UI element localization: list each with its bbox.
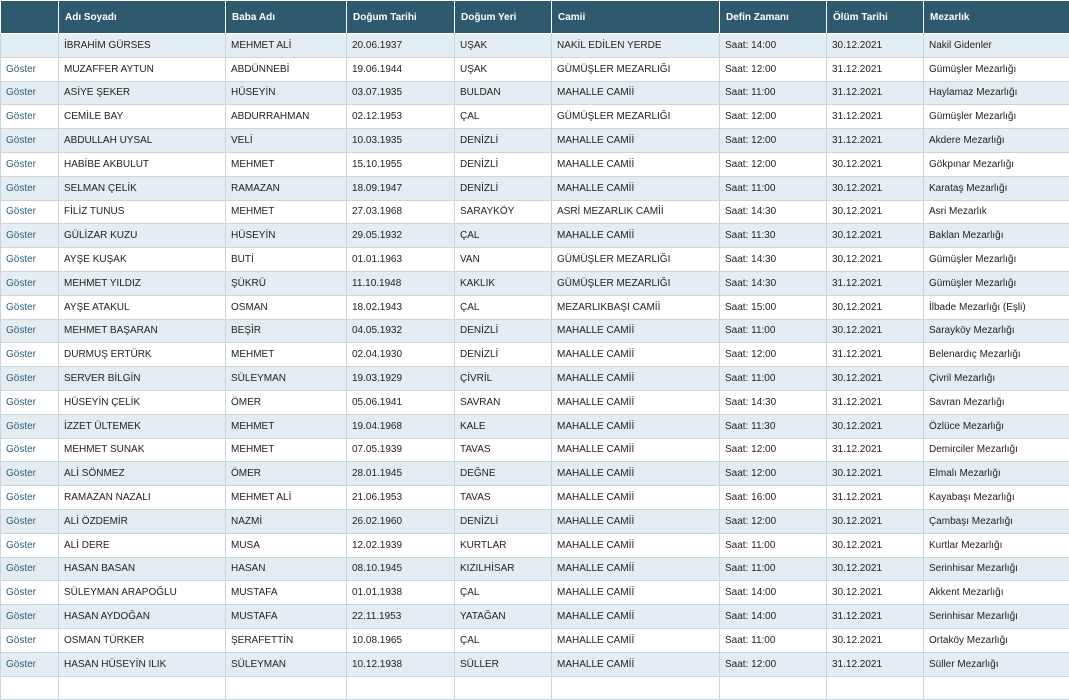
- cell-mosque: MEZARLIKBAŞI CAMİİ: [552, 295, 720, 319]
- cell-father-name: RAMAZAN: [226, 176, 347, 200]
- table-row: [1, 462, 1069, 486]
- cell-mosque: MAHALLE CAMİİ: [552, 581, 720, 605]
- cell-birth-place: DENİZLİ: [455, 319, 552, 343]
- cell-birth-date: 15.10.1955: [347, 152, 455, 176]
- table-row: [1, 248, 1069, 272]
- cell-birth-date: 03.07.1935: [347, 81, 455, 105]
- cell-birth-date: 18.09.1947: [347, 176, 455, 200]
- cell-birth-date: 18.02.1943: [347, 295, 455, 319]
- cell-cemetery: Kayabaşı Mezarlığı: [924, 486, 1069, 510]
- cell-burial-time: Saat: 14:00: [720, 34, 827, 58]
- cell-birth-place: TAVAS: [455, 486, 552, 510]
- show-link[interactable]: Göster: [1, 319, 59, 343]
- table-body: [1, 34, 1069, 700]
- cell-burial-time: Saat: 12:00: [720, 343, 827, 367]
- cell-name: SERVER BİLGİN: [59, 367, 226, 391]
- column-header-action: [1, 1, 59, 34]
- table-row: [1, 319, 1069, 343]
- cell-death-date: 30.12.2021: [827, 224, 924, 248]
- cell-death-date: 31.12.2021: [827, 343, 924, 367]
- cell-death-date: 31.12.2021: [827, 390, 924, 414]
- cell-mosque: MAHALLE CAMİİ: [552, 414, 720, 438]
- cell-birth-date: 19.06.1944: [347, 57, 455, 81]
- cell-death-date: 30.12.2021: [827, 557, 924, 581]
- cell-death-date: 30.12.2021: [827, 34, 924, 58]
- cell-mosque: MAHALLE CAMİİ: [552, 367, 720, 391]
- cell-name: HASAN BASAN: [59, 557, 226, 581]
- cell-cemetery: Nakil Gidenler: [924, 34, 1069, 58]
- cell-mosque: GÜMÜŞLER MEZARLIĞI: [552, 57, 720, 81]
- cell-father-name: MUSTAFA: [226, 581, 347, 605]
- table-row: [1, 81, 1069, 105]
- cell-name: SÜLEYMAN ARAPOĞLU: [59, 581, 226, 605]
- cell-birth-place: DENİZLİ: [455, 509, 552, 533]
- cell-burial-time: Saat: 11:30: [720, 414, 827, 438]
- cell-birth-place: ÇAL: [455, 224, 552, 248]
- cell-cemetery: Karataş Mezarlığı: [924, 176, 1069, 200]
- cell-burial-time: Saat: 12:00: [720, 57, 827, 81]
- table-row: [1, 628, 1069, 652]
- cell-death-date: 31.12.2021: [827, 57, 924, 81]
- table-row: [1, 652, 1069, 676]
- cell-birth-date: 28.01.1945: [347, 462, 455, 486]
- cell-cemetery: Gümüşler Mezarlığı: [924, 105, 1069, 129]
- show-link[interactable]: Göster: [1, 486, 59, 510]
- cell-mosque: MAHALLE CAMİİ: [552, 628, 720, 652]
- cell-death-date: 30.12.2021: [827, 581, 924, 605]
- cell-father-name: MEHMET ALİ: [226, 34, 347, 58]
- cell-birth-date: 01.01.1938: [347, 581, 455, 605]
- cell-father-name: BEŞİR: [226, 319, 347, 343]
- cell-birth-place: ÇAL: [455, 628, 552, 652]
- cell-father-name: HÜSEYİN: [226, 81, 347, 105]
- cell-death-date: 31.12.2021: [827, 652, 924, 676]
- cell-burial-time: Saat: 11:00: [720, 557, 827, 581]
- cell-death-date: 30.12.2021: [827, 319, 924, 343]
- show-link[interactable]: Göster: [1, 533, 59, 557]
- cell-name: FİLİZ TUNUS: [59, 200, 226, 224]
- cell-cemetery: Çambaşı Mezarlığı: [924, 509, 1069, 533]
- show-link[interactable]: Göster: [1, 652, 59, 676]
- cell-birth-place: KURTLAR: [455, 533, 552, 557]
- cell-cemetery: Serinhisar Mezarlığı: [924, 605, 1069, 629]
- table-row: [1, 486, 1069, 510]
- cell-death-date: 30.12.2021: [827, 414, 924, 438]
- cell-father-name: SÜLEYMAN: [226, 367, 347, 391]
- cell-mosque: MAHALLE CAMİİ: [552, 390, 720, 414]
- cell-death-date: 30.12.2021: [827, 295, 924, 319]
- table-row: [1, 176, 1069, 200]
- cell-death-date: 31.12.2021: [827, 81, 924, 105]
- table-header-row: [1, 1, 1069, 34]
- show-link[interactable]: Göster: [1, 295, 59, 319]
- show-link[interactable]: Göster: [1, 81, 59, 105]
- cell-name: ASİYE ŞEKER: [59, 81, 226, 105]
- show-link[interactable]: Göster: [1, 438, 59, 462]
- show-link[interactable]: Göster: [1, 152, 59, 176]
- cell-father-name: MEHMET ALİ: [226, 486, 347, 510]
- cell-death-date: 31.12.2021: [827, 129, 924, 153]
- cell-father-name: NAZMİ: [226, 509, 347, 533]
- table-row: [1, 438, 1069, 462]
- cell-death-date: 30.12.2021: [827, 176, 924, 200]
- cell-birth-place: ÇİVRİL: [455, 367, 552, 391]
- column-header-birth-date[interactable]: Doğum Tarihi: [347, 1, 455, 34]
- cell-birth-date: 10.08.1965: [347, 628, 455, 652]
- cell-father-name: ŞÜKRÜ: [226, 271, 347, 295]
- cell-name: MEHMET YILDIZ: [59, 271, 226, 295]
- cell-mosque: MAHALLE CAMİİ: [552, 605, 720, 629]
- cell-birth-date: 12.02.1939: [347, 533, 455, 557]
- cell-birth-date: 19.03.1929: [347, 367, 455, 391]
- cell-birth-place: YATAĞAN: [455, 605, 552, 629]
- cell-cemetery: Özlüce Mezarlığı: [924, 414, 1069, 438]
- cell-cemetery: Savran Mezarlığı: [924, 390, 1069, 414]
- cell-cemetery: Serinhisar Mezarlığı: [924, 557, 1069, 581]
- cell-father-name: VELİ: [226, 129, 347, 153]
- cell-burial-time: Saat: 14:00: [720, 581, 827, 605]
- cell-birth-date: 08.10.1945: [347, 557, 455, 581]
- cell-birth-place: DENİZLİ: [455, 129, 552, 153]
- cell-burial-time: Saat: 12:00: [720, 462, 827, 486]
- show-link[interactable]: Göster: [1, 105, 59, 129]
- cell-birth-date: 11.10.1948: [347, 271, 455, 295]
- cell-mosque: MAHALLE CAMİİ: [552, 557, 720, 581]
- cell-birth-place: KALE: [455, 414, 552, 438]
- table-row: [1, 271, 1069, 295]
- cell-father-name: MEHMET: [226, 343, 347, 367]
- cell-name: HABİBE AKBULUT: [59, 152, 226, 176]
- cell-burial-time: Saat: 11:00: [720, 176, 827, 200]
- cell-mosque: MAHALLE CAMİİ: [552, 152, 720, 176]
- cell-birth-place: ÇAL: [455, 581, 552, 605]
- cell-birth-place: BULDAN: [455, 81, 552, 105]
- table-row: [1, 605, 1069, 629]
- cell-cemetery: Sarayköy Mezarlığı: [924, 319, 1069, 343]
- cell-birth-place: KIZILHİSAR: [455, 557, 552, 581]
- cell-birth-place: KAKLIK: [455, 271, 552, 295]
- column-header-death-date[interactable]: Ölüm Tarihi: [827, 1, 924, 34]
- cell-birth-place: TAVAS: [455, 438, 552, 462]
- cell-father-name: HASAN: [226, 557, 347, 581]
- show-link[interactable]: Göster: [1, 367, 59, 391]
- cell-cemetery: Çivril Mezarlığı: [924, 367, 1069, 391]
- cell-birth-date: 27.03.1968: [347, 200, 455, 224]
- cell-name: HASAN AYDOĞAN: [59, 605, 226, 629]
- cell-mosque: MAHALLE CAMİİ: [552, 343, 720, 367]
- cell-birth-date: 21.06.1953: [347, 486, 455, 510]
- table-row: [1, 414, 1069, 438]
- table-row: [1, 367, 1069, 391]
- cell-name: RAMAZAN NAZALI: [59, 486, 226, 510]
- cell-cemetery: Akkent Mezarlığı: [924, 581, 1069, 605]
- cell-name: AYŞE ATAKUL: [59, 295, 226, 319]
- cell-father-name: ÖMER: [226, 462, 347, 486]
- show-link[interactable]: Göster: [1, 390, 59, 414]
- table-row: [1, 224, 1069, 248]
- cell-burial-time: Saat: 15:00: [720, 295, 827, 319]
- cell-cemetery: Ortaköy Mezarlığı: [924, 628, 1069, 652]
- cell-birth-date: 10.12.1938: [347, 652, 455, 676]
- cell-cemetery: İlbade Mezarlığı (Eşli): [924, 295, 1069, 319]
- cell-cemetery: Süller Mezarlığı: [924, 652, 1069, 676]
- cell-mosque: MAHALLE CAMİİ: [552, 486, 720, 510]
- cell-cemetery: Kurtlar Mezarlığı: [924, 533, 1069, 557]
- cell-mosque: MAHALLE CAMİİ: [552, 224, 720, 248]
- cell-mosque: ASRİ MEZARLIK CAMİİ: [552, 200, 720, 224]
- show-link[interactable]: Göster: [1, 414, 59, 438]
- cell-father-name: MUSA: [226, 533, 347, 557]
- cell-birth-place: SARAYKÖY: [455, 200, 552, 224]
- cell-burial-time: Saat: 11:00: [720, 319, 827, 343]
- cell-burial-time: Saat: 11:00: [720, 533, 827, 557]
- show-link[interactable]: Göster: [1, 129, 59, 153]
- column-header-birth-place[interactable]: Doğum Yeri: [455, 1, 552, 34]
- cell-mosque: MAHALLE CAMİİ: [552, 176, 720, 200]
- cell-mosque: MAHALLE CAMİİ: [552, 509, 720, 533]
- show-link: [1, 34, 59, 58]
- cell-birth-place: UŞAK: [455, 34, 552, 58]
- table-row: [1, 105, 1069, 129]
- cell-burial-time: Saat: 11:00: [720, 628, 827, 652]
- cell-birth-date: 20.06.1937: [347, 34, 455, 58]
- cell-mosque: GÜMÜŞLER MEZARLIĞI: [552, 248, 720, 272]
- column-header-mosque[interactable]: Camii: [552, 1, 720, 34]
- show-link[interactable]: Göster: [1, 57, 59, 81]
- cell-mosque: MAHALLE CAMİİ: [552, 652, 720, 676]
- cell-mosque: GÜMÜŞLER MEZARLIĞI: [552, 271, 720, 295]
- cell-cemetery: Baklan Mezarlığı: [924, 224, 1069, 248]
- cell-cemetery: Belenardıç Mezarlığı: [924, 343, 1069, 367]
- cell-name: ALİ ÖZDEMİR: [59, 509, 226, 533]
- cell-cemetery: Akdere Mezarlığı: [924, 129, 1069, 153]
- cell-mosque: MAHALLE CAMİİ: [552, 319, 720, 343]
- cell-birth-date: 01.01.1963: [347, 248, 455, 272]
- cell-birth-place: DENİZLİ: [455, 176, 552, 200]
- cell-father-name: ŞERAFETTİN: [226, 628, 347, 652]
- cell-name: CEMİLE BAY: [59, 105, 226, 129]
- cell-burial-time: Saat: 16:00: [720, 486, 827, 510]
- cell-burial-time: Saat: 12:00: [720, 438, 827, 462]
- cell-burial-time: Saat: 11:00: [720, 367, 827, 391]
- cell-death-date: 31.12.2021: [827, 438, 924, 462]
- cell-birth-place: DENİZLİ: [455, 343, 552, 367]
- show-link[interactable]: Göster: [1, 224, 59, 248]
- cell-father-name: ABDÜNNEBİ: [226, 57, 347, 81]
- cell-birth-date: 07.05.1939: [347, 438, 455, 462]
- cell-mosque: MAHALLE CAMİİ: [552, 438, 720, 462]
- cell-death-date: 31.12.2021: [827, 271, 924, 295]
- cell-birth-place: SAVRAN: [455, 390, 552, 414]
- show-link[interactable]: Göster: [1, 271, 59, 295]
- show-link[interactable]: Göster: [1, 509, 59, 533]
- column-header-father-name[interactable]: Baba Adı: [226, 1, 347, 34]
- cell-cemetery: Gökpınar Mezarlığı: [924, 152, 1069, 176]
- cell-burial-time: Saat: 12:00: [720, 509, 827, 533]
- cell-birth-place: DENİZLİ: [455, 152, 552, 176]
- cell-cemetery: Demirciler Mezarlığı: [924, 438, 1069, 462]
- table-row: [1, 295, 1069, 319]
- cell-birth-date: 22.11.1953: [347, 605, 455, 629]
- show-link[interactable]: Göster: [1, 462, 59, 486]
- cell-name: GÜLİZAR KUZU: [59, 224, 226, 248]
- cell-birth-date: 02.12.1953: [347, 105, 455, 129]
- table-row: [1, 343, 1069, 367]
- cell-father-name: MUSTAFA: [226, 605, 347, 629]
- cell-death-date: 31.12.2021: [827, 105, 924, 129]
- cell-father-name: OSMAN: [226, 295, 347, 319]
- cell-cemetery: Asri Mezarlık: [924, 200, 1069, 224]
- cell-father-name: ÖMER: [226, 390, 347, 414]
- cell-name: HASAN HÜSEYİN ILIK: [59, 652, 226, 676]
- cell-birth-place: UŞAK: [455, 57, 552, 81]
- cell-mosque: NAKİL EDİLEN YERDE: [552, 34, 720, 58]
- cell-birth-date: 19.04.1968: [347, 414, 455, 438]
- cell-mosque: MAHALLE CAMİİ: [552, 129, 720, 153]
- cell-birth-place: ÇAL: [455, 295, 552, 319]
- cell-birth-date: 29.05.1932: [347, 224, 455, 248]
- cell-burial-time: Saat: 11:30: [720, 224, 827, 248]
- cell-death-date: 30.12.2021: [827, 533, 924, 557]
- cell-birth-date: 10.03.1935: [347, 129, 455, 153]
- table-row: [1, 581, 1069, 605]
- table-row: [1, 152, 1069, 176]
- cell-death-date: 30.12.2021: [827, 200, 924, 224]
- show-link[interactable]: Göster: [1, 176, 59, 200]
- cell-death-date: 30.12.2021: [827, 152, 924, 176]
- cell-name: İBRAHİM GÜRSES: [59, 34, 226, 58]
- table-row: [1, 509, 1069, 533]
- cell-birth-place: VAN: [455, 248, 552, 272]
- cell-mosque: MAHALLE CAMİİ: [552, 533, 720, 557]
- column-header-name[interactable]: Adı Soyadı: [59, 1, 226, 34]
- cell-father-name: ABDURRAHMAN: [226, 105, 347, 129]
- cell-father-name: BUTİ: [226, 248, 347, 272]
- cell-cemetery: Haylamaz Mezarlığı: [924, 81, 1069, 105]
- cell-burial-time: Saat: 14:30: [720, 390, 827, 414]
- cell-birth-date: 04.05.1932: [347, 319, 455, 343]
- show-link[interactable]: Göster: [1, 557, 59, 581]
- cell-burial-time: Saat: 14:30: [720, 200, 827, 224]
- show-link[interactable]: Göster: [1, 343, 59, 367]
- show-link[interactable]: Göster: [1, 605, 59, 629]
- cell-father-name: MEHMET: [226, 414, 347, 438]
- cell-name: ALİ DERE: [59, 533, 226, 557]
- cell-father-name: SÜLEYMAN: [226, 652, 347, 676]
- cell-name: OSMAN TÜRKER: [59, 628, 226, 652]
- cell-name: MUZAFFER AYTUN: [59, 57, 226, 81]
- cell-birth-place: DEĞNE: [455, 462, 552, 486]
- cell-name: ABDULLAH UYSAL: [59, 129, 226, 153]
- cell-death-date: 30.12.2021: [827, 367, 924, 391]
- cell-burial-time: Saat: 12:00: [720, 152, 827, 176]
- table-row: [1, 390, 1069, 414]
- cell-birth-place: SÜLLER: [455, 652, 552, 676]
- cell-name: İZZET ÜLTEMEK: [59, 414, 226, 438]
- cell-name: HÜSEYİN ÇELİK: [59, 390, 226, 414]
- cell-cemetery: Gümüşler Mezarlığı: [924, 248, 1069, 272]
- cell-mosque: GÜMÜŞLER MEZARLIĞI: [552, 105, 720, 129]
- cell-burial-time: Saat: 12:00: [720, 105, 827, 129]
- cell-burial-time: Saat: 11:00: [720, 81, 827, 105]
- cell-burial-time: Saat: 14:30: [720, 271, 827, 295]
- cell-death-date: 31.12.2021: [827, 486, 924, 510]
- cell-death-date: 31.12.2021: [827, 605, 924, 629]
- table-row: [1, 57, 1069, 81]
- cell-name: SELMAN ÇELİK: [59, 176, 226, 200]
- cell-birth-place: ÇAL: [455, 105, 552, 129]
- cell-death-date: 30.12.2021: [827, 628, 924, 652]
- cell-burial-time: Saat: 12:00: [720, 129, 827, 153]
- cell-mosque: MAHALLE CAMİİ: [552, 81, 720, 105]
- table-row: [1, 34, 1069, 58]
- cell-name: MEHMET SUNAK: [59, 438, 226, 462]
- cell-burial-time: Saat: 12:00: [720, 652, 827, 676]
- show-link[interactable]: Göster: [1, 200, 59, 224]
- cell-death-date: 30.12.2021: [827, 462, 924, 486]
- cell-father-name: MEHMET: [226, 200, 347, 224]
- cell-name: AYŞE KUŞAK: [59, 248, 226, 272]
- cell-birth-date: 26.02.1960: [347, 509, 455, 533]
- cell-birth-date: 05.06.1941: [347, 390, 455, 414]
- column-header-cemetery[interactable]: Mezarlık: [924, 1, 1069, 34]
- cell-burial-time: Saat: 14:30: [720, 248, 827, 272]
- cell-father-name: MEHMET: [226, 438, 347, 462]
- show-link[interactable]: Göster: [1, 628, 59, 652]
- table-row: [1, 533, 1069, 557]
- cell-death-date: 30.12.2021: [827, 248, 924, 272]
- cell-name: DURMUŞ ERTÜRK: [59, 343, 226, 367]
- table-row: [1, 200, 1069, 224]
- cell-burial-time: Saat: 14:00: [720, 605, 827, 629]
- cell-birth-date: 02.04.1930: [347, 343, 455, 367]
- table-row: [1, 129, 1069, 153]
- column-header-burial-time[interactable]: Defin Zamanı: [720, 1, 827, 34]
- cell-cemetery: Elmalı Mezarlığı: [924, 462, 1069, 486]
- cell-cemetery: Gümüşler Mezarlığı: [924, 57, 1069, 81]
- cell-name: ALİ SÖNMEZ: [59, 462, 226, 486]
- show-link[interactable]: Göster: [1, 248, 59, 272]
- cell-father-name: HÜSEYİN: [226, 224, 347, 248]
- cell-mosque: MAHALLE CAMİİ: [552, 462, 720, 486]
- cell-father-name: MEHMET: [226, 152, 347, 176]
- table-row: [1, 557, 1069, 581]
- cell-cemetery: Gümüşler Mezarlığı: [924, 271, 1069, 295]
- cell-name: MEHMET BAŞARAN: [59, 319, 226, 343]
- cell-death-date: 30.12.2021: [827, 509, 924, 533]
- show-link[interactable]: Göster: [1, 581, 59, 605]
